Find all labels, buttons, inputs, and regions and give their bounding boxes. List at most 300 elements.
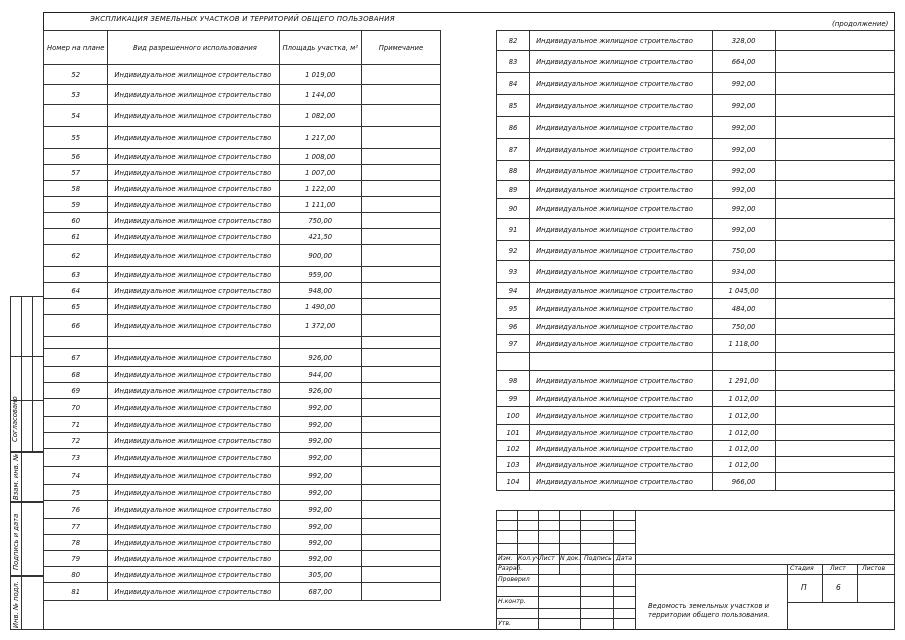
cell-use: Индивидуальное жилищное строительство bbox=[108, 383, 279, 399]
side-stamp-inv-replace-label: Взам. инв. № bbox=[12, 453, 20, 500]
cell-use: Индивидуальное жилищное строительство bbox=[108, 367, 279, 383]
cell-use: Индивидуальное жилищное строительство bbox=[530, 241, 712, 261]
tb-label-nkontr: Н.контр. bbox=[498, 598, 526, 605]
cell-num: 58 bbox=[44, 181, 108, 197]
tb-line-top bbox=[496, 510, 895, 511]
cell-note bbox=[775, 219, 894, 241]
cell-note bbox=[361, 367, 440, 383]
table-row bbox=[497, 51, 895, 73]
title-block bbox=[496, 510, 895, 630]
tb-label-list: Лист bbox=[539, 555, 555, 562]
tb-h10 bbox=[496, 618, 635, 619]
cell-note bbox=[775, 73, 894, 95]
cell-area: 966,00 bbox=[712, 473, 775, 491]
cell-num: 102 bbox=[497, 441, 530, 457]
table-row bbox=[497, 31, 895, 51]
cell-note bbox=[361, 417, 440, 433]
cell-area: 750,00 bbox=[712, 319, 775, 335]
cell-num: 103 bbox=[497, 457, 530, 473]
table-row bbox=[44, 417, 441, 433]
cell-num: 70 bbox=[44, 399, 108, 417]
cell-note bbox=[775, 199, 894, 219]
tb-value-stadia: П bbox=[801, 583, 807, 592]
cell-note bbox=[361, 105, 440, 127]
cell-num: 92 bbox=[497, 241, 530, 261]
cell-note bbox=[775, 139, 894, 161]
cell-area: 992,00 bbox=[279, 519, 361, 535]
cell-area: 687,00 bbox=[279, 583, 361, 601]
cell-use: Индивидуальное жилищное строительство bbox=[108, 65, 279, 85]
cell-area: 1 291,00 bbox=[712, 371, 775, 391]
cell-note bbox=[361, 519, 440, 535]
table-row bbox=[44, 535, 441, 551]
cell-note bbox=[361, 449, 440, 467]
table-row bbox=[44, 267, 441, 283]
cell-num: 99 bbox=[497, 391, 530, 407]
tb-v8 bbox=[822, 564, 823, 602]
cell-use: Индивидуальное жилищное строительство bbox=[530, 219, 712, 241]
cell-num: 87 bbox=[497, 139, 530, 161]
cell-use: Индивидуальное жилищное строительство bbox=[108, 449, 279, 467]
explication-table-right bbox=[496, 30, 895, 491]
cell-use: Индивидуальное жилищное строительство bbox=[108, 399, 279, 417]
cell-note bbox=[361, 433, 440, 449]
cell-area: 750,00 bbox=[712, 241, 775, 261]
cell-note bbox=[775, 391, 894, 407]
tb-line-left bbox=[496, 510, 497, 630]
cell-num: 86 bbox=[497, 117, 530, 139]
cell-num: 89 bbox=[497, 181, 530, 199]
cell-use: Индивидуальное жилищное строительство bbox=[108, 567, 279, 583]
table-row bbox=[44, 349, 441, 367]
cell-area: 992,00 bbox=[279, 433, 361, 449]
cell-num: 94 bbox=[497, 283, 530, 299]
cell-use: Индивидуальное жилищное строительство bbox=[530, 181, 712, 199]
table-row bbox=[497, 181, 895, 199]
cell-note bbox=[361, 337, 440, 349]
cell-note bbox=[775, 117, 894, 139]
table-row bbox=[44, 485, 441, 501]
table-row bbox=[497, 117, 895, 139]
cell-use: Индивидуальное жилищное строительство bbox=[108, 551, 279, 567]
cell-area: 926,00 bbox=[279, 383, 361, 399]
cell-area: 992,00 bbox=[712, 161, 775, 181]
table-row bbox=[497, 199, 895, 219]
explication-table-left bbox=[43, 30, 441, 601]
tb-label-podpis: Подпись bbox=[584, 555, 612, 562]
tb-label-razrab: Разраб. bbox=[498, 565, 523, 572]
table-row bbox=[497, 335, 895, 353]
cell-area bbox=[279, 337, 361, 349]
table-row bbox=[44, 501, 441, 519]
cell-note bbox=[775, 425, 894, 441]
cell-num: 104 bbox=[497, 473, 530, 491]
cell-use: Индивидуальное жилищное строительство bbox=[108, 315, 279, 337]
cell-use: Индивидуальное жилищное строительство bbox=[530, 457, 712, 473]
cell-note bbox=[361, 85, 440, 105]
cell-note bbox=[775, 299, 894, 319]
cell-num: 54 bbox=[44, 105, 108, 127]
cell-area: 992,00 bbox=[712, 181, 775, 199]
cell-use: Индивидуальное жилищное строительство bbox=[530, 73, 712, 95]
cell-area: 944,00 bbox=[279, 367, 361, 383]
cell-area: 664,00 bbox=[712, 51, 775, 73]
cell-use: Индивидуальное жилищное строительство bbox=[530, 473, 712, 491]
table-row bbox=[497, 161, 895, 181]
cell-use: Индивидуальное жилищное строительство bbox=[108, 501, 279, 519]
cell-use: Индивидуальное жилищное строительство bbox=[530, 441, 712, 457]
cell-area: 750,00 bbox=[279, 213, 361, 229]
cell-area: 992,00 bbox=[279, 551, 361, 567]
continuation-label: (продолжение) bbox=[832, 20, 889, 28]
cell-use: Индивидуальное жилищное строительство bbox=[530, 139, 712, 161]
tb-h6 bbox=[496, 574, 635, 575]
tb-label-ndok: N док. bbox=[560, 555, 581, 562]
cell-num: 57 bbox=[44, 165, 108, 181]
table-row bbox=[44, 149, 441, 165]
cell-use: Индивидуальное жилищное строительство bbox=[108, 267, 279, 283]
table-row bbox=[44, 127, 441, 149]
tb-h8 bbox=[496, 596, 635, 597]
cell-area: 484,00 bbox=[712, 299, 775, 319]
cell-note bbox=[361, 181, 440, 197]
cell-use: Индивидуальное жилищное строительство bbox=[108, 519, 279, 535]
cell-area: 1 144,00 bbox=[279, 85, 361, 105]
cell-area: 992,00 bbox=[712, 199, 775, 219]
cell-area: 1 012,00 bbox=[712, 441, 775, 457]
tb-h11 bbox=[787, 574, 895, 575]
cell-note bbox=[775, 353, 894, 371]
tb-label-list-h: Лист bbox=[830, 565, 846, 572]
cell-num: 63 bbox=[44, 267, 108, 283]
tb-h4 bbox=[496, 554, 895, 555]
cell-area: 1 019,00 bbox=[279, 65, 361, 85]
tb-h9 bbox=[496, 608, 635, 609]
side-stamp-div bbox=[10, 356, 44, 357]
cell-note bbox=[775, 51, 894, 73]
cell-num: 66 bbox=[44, 315, 108, 337]
cell-area: 959,00 bbox=[279, 267, 361, 283]
table-row bbox=[497, 319, 895, 335]
cell-area bbox=[712, 353, 775, 371]
cell-use: Индивидуальное жилищное строительство bbox=[108, 105, 279, 127]
table-row bbox=[44, 213, 441, 229]
table-row bbox=[497, 391, 895, 407]
side-stamp-col-2 bbox=[32, 296, 44, 452]
cell-note bbox=[361, 467, 440, 485]
table-row bbox=[44, 245, 441, 267]
cell-note bbox=[361, 229, 440, 245]
table-row bbox=[44, 229, 441, 245]
cell-note bbox=[775, 319, 894, 335]
cell-num: 53 bbox=[44, 85, 108, 105]
cell-num: 76 bbox=[44, 501, 108, 519]
cell-area: 305,00 bbox=[279, 567, 361, 583]
table-row bbox=[44, 85, 441, 105]
tb-h13 bbox=[787, 602, 895, 603]
table-row bbox=[44, 433, 441, 449]
cell-area: 1 111,00 bbox=[279, 197, 361, 213]
table-row bbox=[497, 457, 895, 473]
cell-num: 60 bbox=[44, 213, 108, 229]
col-header-use: Вид разрешенного использования bbox=[108, 31, 279, 65]
cell-note bbox=[361, 267, 440, 283]
cell-area: 421,50 bbox=[279, 229, 361, 245]
cell-num: 59 bbox=[44, 197, 108, 213]
table-row bbox=[497, 425, 895, 441]
cell-num: 69 bbox=[44, 383, 108, 399]
cell-area: 1 217,00 bbox=[279, 127, 361, 149]
table-row bbox=[497, 219, 895, 241]
cell-area: 992,00 bbox=[279, 449, 361, 467]
cell-area: 1 490,00 bbox=[279, 299, 361, 315]
cell-use bbox=[530, 353, 712, 371]
tb-v2 bbox=[538, 510, 539, 630]
cell-use: Индивидуальное жилищное строительство bbox=[530, 391, 712, 407]
cell-area: 934,00 bbox=[712, 261, 775, 283]
cell-use: Индивидуальное жилищное строительство bbox=[108, 85, 279, 105]
table-row bbox=[44, 467, 441, 485]
cell-num bbox=[44, 337, 108, 349]
table-row bbox=[44, 165, 441, 181]
tb-document-name: Ведомость земельных участков и территории общего пользования. bbox=[648, 602, 770, 619]
cell-note bbox=[361, 567, 440, 583]
cell-note bbox=[361, 213, 440, 229]
table-row bbox=[497, 371, 895, 391]
tb-label-stadia: Стадия bbox=[790, 565, 814, 572]
cell-area: 1 012,00 bbox=[712, 457, 775, 473]
cell-area: 1 012,00 bbox=[712, 407, 775, 425]
right-table-body bbox=[497, 31, 895, 491]
col-header-num: Номер на плане bbox=[44, 31, 108, 65]
cell-num: 68 bbox=[44, 367, 108, 383]
cell-use: Индивидуальное жилищное строительство bbox=[108, 349, 279, 367]
cell-note bbox=[775, 441, 894, 457]
table-row bbox=[497, 139, 895, 161]
table-row bbox=[497, 95, 895, 117]
cell-num: 71 bbox=[44, 417, 108, 433]
cell-use: Индивидуальное жилищное строительство bbox=[530, 161, 712, 181]
cell-num: 97 bbox=[497, 335, 530, 353]
table-row bbox=[44, 197, 441, 213]
cell-num: 80 bbox=[44, 567, 108, 583]
cell-num: 55 bbox=[44, 127, 108, 149]
cell-area: 1 372,00 bbox=[279, 315, 361, 337]
cell-note bbox=[775, 95, 894, 117]
cell-area: 900,00 bbox=[279, 245, 361, 267]
cell-note bbox=[361, 583, 440, 601]
cell-num: 88 bbox=[497, 161, 530, 181]
cell-num: 74 bbox=[44, 467, 108, 485]
cell-use: Индивидуальное жилищное строительство bbox=[530, 319, 712, 335]
cell-area: 1 012,00 bbox=[712, 391, 775, 407]
cell-note bbox=[361, 165, 440, 181]
cell-use: Индивидуальное жилищное строительство bbox=[108, 535, 279, 551]
cell-area: 1 045,00 bbox=[712, 283, 775, 299]
cell-note bbox=[361, 399, 440, 417]
cell-num: 82 bbox=[497, 31, 530, 51]
cell-note bbox=[775, 407, 894, 425]
cell-use: Индивидуальное жилищное строительство bbox=[530, 425, 712, 441]
cell-num: 75 bbox=[44, 485, 108, 501]
cell-note bbox=[361, 149, 440, 165]
cell-num: 95 bbox=[497, 299, 530, 319]
tb-v6 bbox=[635, 510, 636, 630]
cell-note bbox=[775, 31, 894, 51]
tb-label-proveril: Проверил bbox=[498, 576, 530, 583]
cell-area: 1 012,00 bbox=[712, 425, 775, 441]
cell-num: 91 bbox=[497, 219, 530, 241]
cell-use: Индивидуальное жилищное строительство bbox=[530, 261, 712, 283]
tb-v3 bbox=[559, 510, 560, 574]
table-title: ЭКСПЛИКАЦИЯ ЗЕМЕЛЬНЫХ УЧАСТКОВ И ТЕРРИТОРИЙ ОБЩЕГО ПОЛЬЗОВАНИЯ bbox=[90, 15, 395, 23]
cell-note bbox=[361, 349, 440, 367]
cell-num: 72 bbox=[44, 433, 108, 449]
tb-v5 bbox=[613, 510, 614, 630]
cell-use: Индивидуальное жилищное строительство bbox=[530, 283, 712, 299]
table-row bbox=[44, 181, 441, 197]
cell-area: 992,00 bbox=[712, 117, 775, 139]
cell-note bbox=[361, 315, 440, 337]
cell-note bbox=[361, 127, 440, 149]
cell-num: 78 bbox=[44, 535, 108, 551]
cell-use: Индивидуальное жилищное строительство bbox=[108, 433, 279, 449]
cell-area: 1 082,00 bbox=[279, 105, 361, 127]
cell-use: Индивидуальное жилищное строительство bbox=[108, 127, 279, 149]
table-row bbox=[497, 441, 895, 457]
table-row bbox=[44, 299, 441, 315]
cell-num: 67 bbox=[44, 349, 108, 367]
tb-h7 bbox=[496, 586, 635, 587]
cell-area: 992,00 bbox=[279, 399, 361, 417]
cell-num: 77 bbox=[44, 519, 108, 535]
cell-note bbox=[775, 371, 894, 391]
table-row bbox=[44, 367, 441, 383]
cell-use: Индивидуальное жилищное строительство bbox=[108, 213, 279, 229]
table-row bbox=[497, 283, 895, 299]
cell-use: Индивидуальное жилищное строительство bbox=[530, 95, 712, 117]
tb-v4 bbox=[580, 510, 581, 630]
cell-use: Индивидуальное жилищное строительство bbox=[530, 299, 712, 319]
cell-use: Индивидуальное жилищное строительство bbox=[108, 149, 279, 165]
cell-num: 98 bbox=[497, 371, 530, 391]
cell-area: 1 118,00 bbox=[712, 335, 775, 353]
cell-note bbox=[775, 457, 894, 473]
tb-h12 bbox=[635, 574, 787, 575]
tb-label-listov: Листов bbox=[862, 565, 886, 572]
cell-use: Индивидуальное жилищное строительство bbox=[108, 299, 279, 315]
cell-note bbox=[361, 245, 440, 267]
table-row bbox=[44, 519, 441, 535]
cell-use: Индивидуальное жилищное строительство bbox=[108, 467, 279, 485]
cell-area: 992,00 bbox=[712, 95, 775, 117]
table-row bbox=[44, 551, 441, 567]
cell-num: 100 bbox=[497, 407, 530, 425]
cell-num: 64 bbox=[44, 283, 108, 299]
table-row bbox=[44, 399, 441, 417]
cell-note bbox=[361, 197, 440, 213]
cell-num: 81 bbox=[44, 583, 108, 601]
side-stamp-sign-label: Подпись и дата bbox=[12, 513, 20, 570]
cell-use bbox=[108, 337, 279, 349]
table-row bbox=[497, 473, 895, 491]
tb-label-utv: Утв. bbox=[498, 620, 511, 627]
side-stamp-vline bbox=[21, 452, 22, 502]
tb-label-izm: Изм. bbox=[498, 555, 513, 562]
table-row bbox=[44, 383, 441, 399]
cell-num: 101 bbox=[497, 425, 530, 441]
cell-num: 90 bbox=[497, 199, 530, 219]
table-row bbox=[497, 261, 895, 283]
table-header-row bbox=[44, 31, 441, 65]
side-stamp-vline-3 bbox=[21, 576, 22, 630]
cell-area: 1 007,00 bbox=[279, 165, 361, 181]
cell-area: 992,00 bbox=[279, 501, 361, 519]
cell-note bbox=[775, 241, 894, 261]
col-header-note: Примечание bbox=[361, 31, 440, 65]
table-row bbox=[497, 299, 895, 319]
table-row bbox=[44, 583, 441, 601]
cell-use: Индивидуальное жилищное строительство bbox=[530, 117, 712, 139]
cell-note bbox=[775, 283, 894, 299]
cell-note bbox=[361, 501, 440, 519]
cell-num: 93 bbox=[497, 261, 530, 283]
cell-num: 83 bbox=[497, 51, 530, 73]
cell-note bbox=[361, 283, 440, 299]
tb-label-kol: Кол.уч bbox=[518, 555, 540, 562]
table-row bbox=[44, 105, 441, 127]
cell-note bbox=[361, 65, 440, 85]
side-stamp-agreed-label: Согласовано bbox=[11, 396, 19, 442]
side-stamp-vline-2 bbox=[21, 502, 22, 576]
cell-area: 948,00 bbox=[279, 283, 361, 299]
side-stamp-inv-orig-label: Инв. № подл. bbox=[12, 581, 20, 628]
cell-num bbox=[497, 353, 530, 371]
cell-use: Индивидуальное жилищное строительство bbox=[108, 165, 279, 181]
table-row bbox=[44, 337, 441, 349]
cell-num: 65 bbox=[44, 299, 108, 315]
cell-note bbox=[775, 161, 894, 181]
cell-note bbox=[361, 535, 440, 551]
table-row bbox=[44, 283, 441, 299]
cell-num: 79 bbox=[44, 551, 108, 567]
tb-v9 bbox=[857, 564, 858, 602]
tb-value-list: 6 bbox=[836, 583, 841, 592]
tb-line-right bbox=[894, 510, 895, 630]
cell-area: 328,00 bbox=[712, 31, 775, 51]
table-row bbox=[44, 65, 441, 85]
cell-area: 992,00 bbox=[279, 485, 361, 501]
tb-label-data: Дата bbox=[616, 555, 633, 562]
cell-use: Индивидуальное жилищное строительство bbox=[530, 335, 712, 353]
cell-use: Индивидуальное жилищное строительство bbox=[108, 417, 279, 433]
cell-use: Индивидуальное жилищное строительство bbox=[530, 407, 712, 425]
cell-area: 992,00 bbox=[712, 219, 775, 241]
cell-num: 56 bbox=[44, 149, 108, 165]
cell-area: 992,00 bbox=[279, 535, 361, 551]
cell-use: Индивидуальное жилищное строительство bbox=[530, 51, 712, 73]
cell-note bbox=[775, 473, 894, 491]
cell-use: Индивидуальное жилищное строительство bbox=[108, 485, 279, 501]
cell-use: Индивидуальное жилищное строительство bbox=[108, 583, 279, 601]
cell-num: 52 bbox=[44, 65, 108, 85]
cell-use: Индивидуальное жилищное строительство bbox=[108, 181, 279, 197]
table-row bbox=[44, 315, 441, 337]
cell-num: 85 bbox=[497, 95, 530, 117]
table-row bbox=[44, 567, 441, 583]
cell-use: Индивидуальное жилищное строительство bbox=[108, 283, 279, 299]
left-table-body bbox=[44, 65, 441, 601]
